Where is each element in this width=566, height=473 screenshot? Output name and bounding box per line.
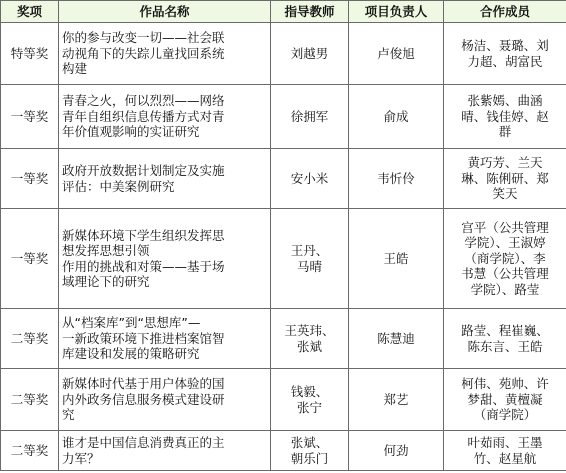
table-row xyxy=(1,369,566,431)
advisor-cell xyxy=(271,309,349,369)
advisor-text: 刘越男 xyxy=(290,45,329,61)
advisor-text: 张斌、 朝乐门 xyxy=(290,435,329,466)
leader-cell: 郑艺 xyxy=(349,369,444,431)
leader-cell: 何劲 xyxy=(349,431,444,471)
members-text: 黄巧芳、兰天 琳、陈俐研、郑 笑天 xyxy=(461,155,549,202)
project-name-text: 从“档案库”到“思想库”— 一新政策环境下推进档案馆智 库建设和发展的策略研究 xyxy=(62,315,225,362)
table-row xyxy=(1,209,566,309)
advisor-text: 钱毅、 张宁 xyxy=(290,384,329,415)
header-row xyxy=(1,1,566,23)
members-cell xyxy=(444,309,566,369)
advisor-cell xyxy=(271,149,349,209)
leader-cell: 王皓 xyxy=(349,209,444,309)
members-cell xyxy=(444,209,566,309)
leader-cell: 韦忻伶 xyxy=(349,149,444,209)
header-award: 奖项 xyxy=(1,1,59,23)
table-row xyxy=(1,23,566,85)
project-name-text: 你的参与改变一切——社会联 动视角下的失踪儿童找回系统 构建 xyxy=(62,30,225,77)
members-text: 柯伟、苑帅、许 梦甜、黄檀凝 （商学院） xyxy=(461,376,549,423)
advisor-text: 王丹、 马晴 xyxy=(290,243,329,274)
advisor-cell xyxy=(271,369,349,431)
advisor-text: 徐拥军 xyxy=(290,108,329,124)
project-name-text: 新媒体时代基于用户体验的国 内外政务信息服务模式建设研 究 xyxy=(62,376,225,423)
advisor-text: 王英玮、 张斌 xyxy=(284,323,335,354)
project-name-text: 谁才是中国信息消费真正的主 力军？ xyxy=(62,435,225,466)
header-team-members: 合作成员 xyxy=(444,1,566,23)
project-name-text: 青春之火，何以烈烈——网络 青年自组织信息传播方式对青 年价值观影响的实证研究 xyxy=(62,93,225,140)
members-text: 杨洁、聂璐、刘 力超、胡富民 xyxy=(461,38,549,69)
project-name-cell xyxy=(59,369,271,431)
advisor-cell xyxy=(271,431,349,471)
leader-cell: 陈慧迪 xyxy=(349,309,444,369)
table-body xyxy=(1,23,566,471)
table-row xyxy=(1,149,566,209)
members-text: 宫平（公共管理 学院）、王淑婷 （商学院）、李 书慧（公共管理 学院）、路莹 xyxy=(461,219,549,297)
members-text: 张紫嫣、曲涵 晴、钱佳婷、赵 群 xyxy=(461,93,549,140)
project-name-cell xyxy=(59,23,271,85)
header-project-leader: 项目负责人 xyxy=(349,1,444,23)
award-cell: 二等奖 xyxy=(1,369,59,431)
members-cell xyxy=(444,431,566,471)
advisor-cell xyxy=(271,85,349,149)
award-cell: 一等奖 xyxy=(1,149,59,209)
header-advisor: 指导教师 xyxy=(271,1,349,23)
project-name-cell xyxy=(59,309,271,369)
award-cell: 特等奖 xyxy=(1,23,59,85)
table-row xyxy=(1,85,566,149)
members-text: 路莹、程崔巍、 陈东言、王皓 xyxy=(461,323,549,354)
award-cell: 二等奖 xyxy=(1,309,59,369)
members-text: 叶茹雨、王墨 竹、赵星航 xyxy=(467,435,543,466)
members-cell xyxy=(444,369,566,431)
advisor-cell xyxy=(271,209,349,309)
advisor-text: 安小米 xyxy=(290,170,329,186)
project-name-text: 新媒体环境下学生组织发挥思 想发挥思想引领 作用的挑战和对策——基于场 域理论下的研究 xyxy=(62,227,225,289)
advisor-cell xyxy=(271,23,349,85)
leader-cell: 俞成 xyxy=(349,85,444,149)
project-name-cell xyxy=(59,209,271,309)
project-name-cell xyxy=(59,149,271,209)
project-name-cell xyxy=(59,431,271,471)
table-row xyxy=(1,309,566,369)
table-header xyxy=(1,1,566,23)
award-cell: 一等奖 xyxy=(1,209,59,309)
project-name-text: 政府开放数据计划制定及实施 评估：中美案例研究 xyxy=(62,163,225,194)
leader-cell: 卢俊旭 xyxy=(349,23,444,85)
members-cell xyxy=(444,23,566,85)
members-cell xyxy=(444,149,566,209)
award-cell: 二等奖 xyxy=(1,431,59,471)
header-project-name: 作品名称 xyxy=(59,1,271,23)
table-row xyxy=(1,431,566,471)
project-name-cell xyxy=(59,85,271,149)
award-cell: 一等奖 xyxy=(1,85,59,149)
members-cell xyxy=(444,85,566,149)
